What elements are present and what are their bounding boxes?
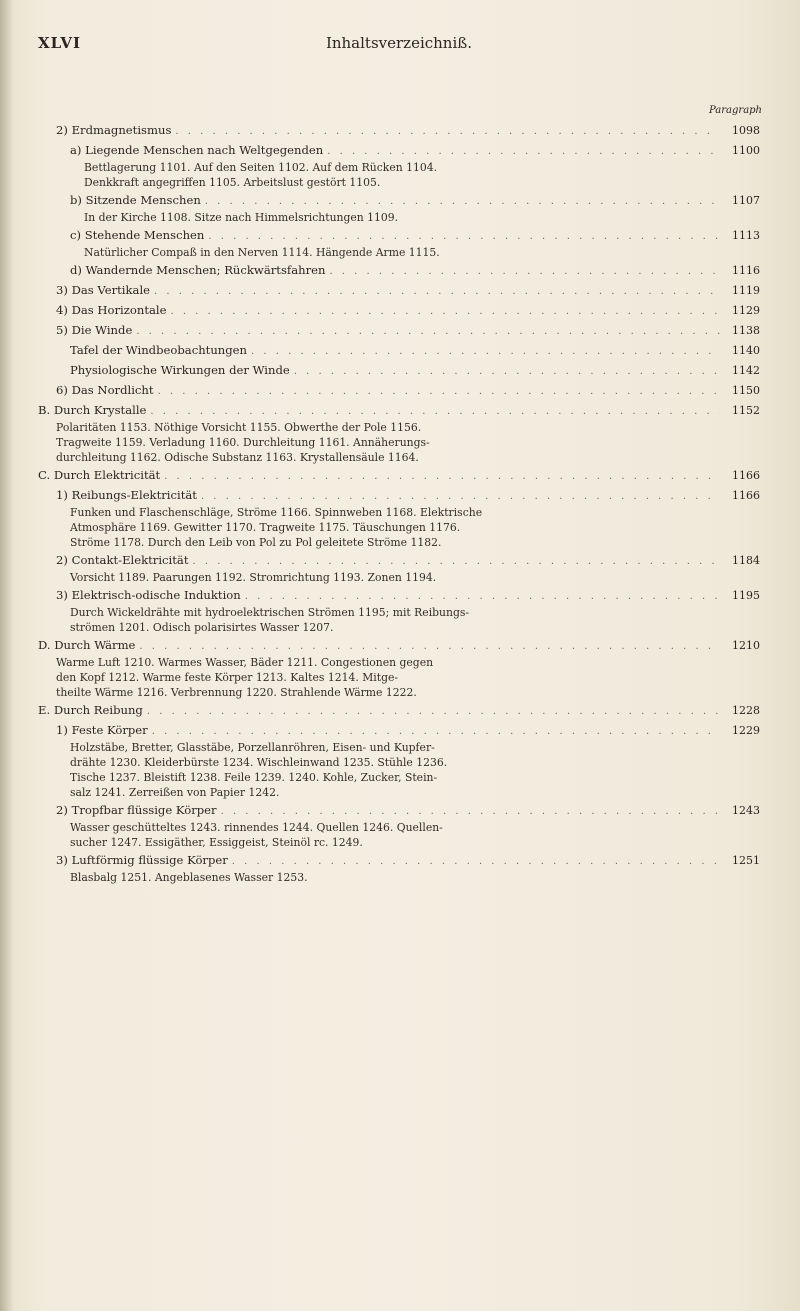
toc-entry-paragraph-number: 1100 <box>732 144 760 157</box>
toc-entry-paragraph-number: 1152 <box>732 404 760 417</box>
toc-entry-description: salz 1241. Zerreißen von Papier 1242. <box>70 786 280 799</box>
toc-entry <box>38 342 760 360</box>
toc-entry-paragraph-number: 1243 <box>732 804 760 817</box>
column-header-paragraph: Paragraph <box>709 105 762 116</box>
toc-entry-description: Warme Luft 1210. Warmes Wasser, Bäder 1211. Congestionen gegen <box>56 656 434 669</box>
toc-entry-label: 6) Das Nordlicht <box>56 383 154 397</box>
toc-entry <box>38 262 760 280</box>
dot-leader <box>150 403 720 420</box>
dot-leader <box>170 303 720 320</box>
toc-entry-label: 1) Feste Körper <box>56 723 148 737</box>
toc-entry-paragraph-number: 1140 <box>732 344 760 357</box>
toc-entry <box>38 142 760 160</box>
toc-entry <box>38 322 760 340</box>
toc-entry-description: Wasser geschütteltes 1243. rinnendes 1244. Quellen 1246. Quellen- <box>70 821 443 834</box>
toc-entry <box>38 122 760 140</box>
page-gutter <box>0 0 14 1311</box>
toc-entry <box>38 362 760 380</box>
toc-entry-description: Tragweite 1159. Verladung 1160. Durchleitung 1161. Annäherungs- <box>56 436 430 449</box>
toc-entry-label: B. Durch Krystalle <box>38 403 147 417</box>
toc-entry-description: durchleitung 1162. Odische Substanz 1163. Krystallensäule 1164. <box>56 451 419 464</box>
dot-leader <box>208 228 720 245</box>
toc-entry-label: 3) Elektrisch-odische Induktion <box>56 588 241 602</box>
toc-entry <box>38 552 760 570</box>
toc-entry <box>38 302 760 320</box>
toc-entry-description: sucher 1247. Essigäther, Essiggeist, Steinöl rc. 1249. <box>70 836 363 849</box>
dot-leader <box>232 853 720 870</box>
toc-entry-paragraph-number: 1210 <box>732 639 760 652</box>
dot-leader <box>251 343 720 360</box>
toc-entry-description: Polaritäten 1153. Nöthige Vorsicht 1155. Obwerthe der Pole 1156. <box>56 421 422 434</box>
dot-leader <box>329 263 720 280</box>
toc-entry-label: 3) Das Vertikale <box>56 283 151 297</box>
toc-entry-description: theilte Wärme 1216. Verbrennung 1220. Strahlende Wärme 1222. <box>56 686 417 699</box>
toc-entry-description: Tische 1237. Bleistift 1238. Feile 1239. 1240. Kohle, Zucker, Stein- <box>70 771 438 784</box>
toc-entry-label: Physiologische Wirkungen der Winde <box>70 363 290 377</box>
toc-entry-paragraph-number: 1107 <box>732 194 760 207</box>
toc-entry-label: 4) Das Horizontale <box>56 303 167 317</box>
toc-entry-paragraph-number: 1116 <box>732 264 760 277</box>
dot-leader <box>164 468 720 485</box>
toc-entry-label: 2) Contakt-Elektricität <box>56 553 189 567</box>
running-title: Inhaltsverzeichniß. <box>325 34 473 52</box>
toc-entry-description: Denkkraft angegriffen 1105. Arbeitslust gestört 1105. <box>84 176 381 189</box>
toc-entry-paragraph-number: 1113 <box>732 229 760 242</box>
toc-entry-description: strömen 1201. Odisch polarisirtes Wasser 1207. <box>70 621 334 634</box>
toc-entry-label: E. Durch Reibung <box>38 703 143 717</box>
dot-leader <box>245 588 720 605</box>
toc-entry <box>38 637 760 655</box>
toc-entry <box>38 587 760 605</box>
table-of-contents <box>38 122 760 887</box>
toc-entry-description: In der Kirche 1108. Sitze nach Himmelsrichtungen 1109. <box>84 211 399 224</box>
toc-entry-label: d) Wandernde Menschen; Rückwärtsfahren <box>70 263 326 277</box>
toc-entry-paragraph-number: 1119 <box>732 284 760 297</box>
toc-entry-paragraph-number: 1098 <box>732 124 760 137</box>
toc-entry-description: Blasbalg 1251. Angeblasenes Wasser 1253. <box>70 871 308 884</box>
toc-entry-paragraph-number: 1251 <box>732 854 760 867</box>
toc-entry-label: 3) Luftförmig flüssige Körper <box>56 853 228 867</box>
toc-entry-paragraph-number: 1166 <box>732 469 760 482</box>
toc-entry-description: Funken und Flaschenschläge, Ströme 1166. Spinnweben 1168. Elektrische <box>70 506 483 519</box>
dot-leader <box>152 723 720 740</box>
toc-entry-description: den Kopf 1212. Warme feste Körper 1213. Kaltes 1214. Mitge- <box>56 671 399 684</box>
toc-entry <box>38 192 760 210</box>
toc-entry <box>38 402 760 420</box>
toc-entry-label: 5) Die Winde <box>56 323 133 337</box>
dot-leader <box>221 803 720 820</box>
toc-entry-paragraph-number: 1184 <box>732 554 760 567</box>
dot-leader <box>201 488 720 505</box>
toc-entry <box>38 382 760 400</box>
toc-entry <box>38 227 760 245</box>
dot-leader <box>139 638 720 655</box>
dot-leader <box>147 703 720 720</box>
toc-entry-label: 2) Erdmagnetismus <box>56 123 172 137</box>
toc-entry-label: c) Stehende Menschen <box>70 228 205 242</box>
dot-leader <box>205 193 720 210</box>
toc-entry <box>38 467 760 485</box>
toc-entry-description: Natürlicher Compaß in den Nerven 1114. Hängende Arme 1115. <box>84 246 440 259</box>
dot-leader <box>158 383 720 400</box>
toc-entry-label: D. Durch Wärme <box>38 638 136 652</box>
toc-entry-label: 2) Tropfbar flüssige Körper <box>56 803 217 817</box>
toc-entry-paragraph-number: 1138 <box>732 324 760 337</box>
toc-entry-paragraph-number: 1142 <box>732 364 760 377</box>
toc-entry-description: Atmosphäre 1169. Gewitter 1170. Tragweite 1175. Täuschungen 1176. <box>70 521 461 534</box>
toc-entry <box>38 702 760 720</box>
toc-entry-label: a) Liegende Menschen nach Weltgegenden <box>70 143 324 157</box>
toc-entry-paragraph-number: 1228 <box>732 704 760 717</box>
toc-entry-description: Holzstäbe, Bretter, Glasstäbe, Porzellanröhren, Eisen- und Kupfer- <box>70 741 435 754</box>
toc-entry-label: C. Durch Elektricität <box>38 468 161 482</box>
toc-entry-description: drähte 1230. Kleiderbürste 1234. Wischleinwand 1235. Stühle 1236. <box>70 756 448 769</box>
toc-entry-paragraph-number: 1150 <box>732 384 760 397</box>
toc-entry-description: Durch Wickeldrähte mit hydroelektrischen Strömen 1195; mit Reibungs- <box>70 606 470 619</box>
toc-entry-label: 1) Reibungs-Elektricität <box>56 488 197 502</box>
toc-entry <box>38 282 760 300</box>
toc-entry <box>38 852 760 870</box>
dot-leader <box>136 323 720 340</box>
toc-entry-paragraph-number: 1229 <box>732 724 760 737</box>
toc-entry <box>38 722 760 740</box>
toc-entry <box>38 487 760 505</box>
toc-entry-label: Tafel der Windbeobachtungen <box>70 343 248 357</box>
toc-entry-description: Bettlagerung 1101. Auf den Seiten 1102. Auf dem Rücken 1104. <box>84 161 438 174</box>
dot-leader <box>327 143 720 160</box>
toc-entry-description: Ströme 1178. Durch den Leib von Pol zu Pol geleitete Ströme 1182. <box>70 536 442 549</box>
page-number: XLVI <box>38 34 82 52</box>
toc-entry <box>38 802 760 820</box>
toc-entry-description: Vorsicht 1189. Paarungen 1192. Stromrichtung 1193. Zonen 1194. <box>70 571 437 584</box>
toc-entry-paragraph-number: 1129 <box>732 304 760 317</box>
dot-leader <box>294 363 720 380</box>
page-header <box>38 34 760 58</box>
dot-leader <box>175 123 720 140</box>
dot-leader <box>154 283 720 300</box>
toc-entry-paragraph-number: 1166 <box>732 489 760 502</box>
dot-leader <box>192 553 720 570</box>
toc-entry-paragraph-number: 1195 <box>732 589 760 602</box>
toc-entry-label: b) Sitzende Menschen <box>70 193 201 207</box>
